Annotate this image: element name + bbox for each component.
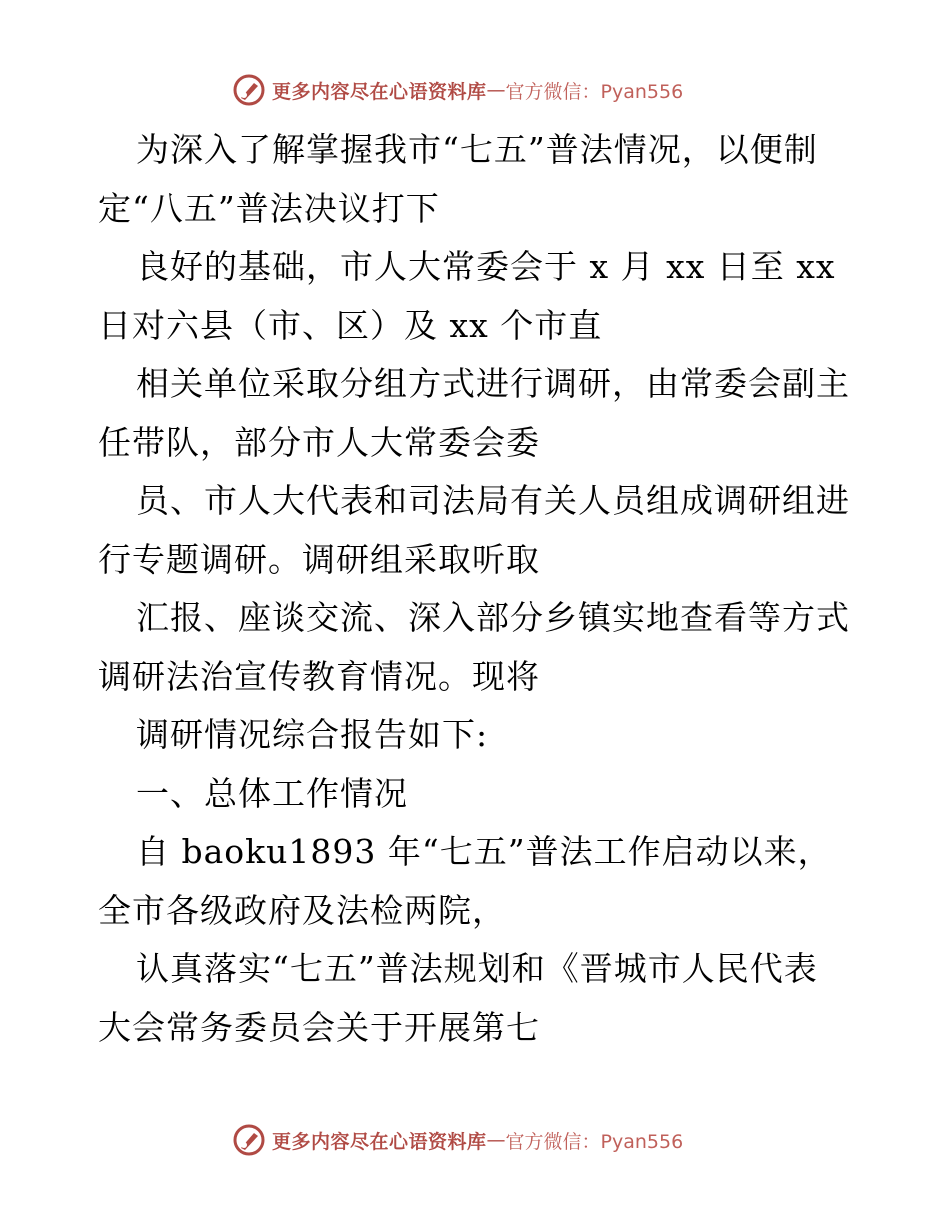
watermark-wechat: 官方微信：Pyan556 (505, 1130, 684, 1153)
watermark-separator: — (486, 79, 506, 101)
paragraph-line: 调研情况综合报告如下: (136, 715, 489, 754)
paragraph-line: 认真落实“七五”普法规划和《晋城市人民代表 (136, 949, 818, 988)
watermark-separator: — (486, 1129, 506, 1151)
paragraph-line: 任带队，部分市人大常委会委 (98, 422, 540, 462)
paragraph-line: 良好的基础，市人大常委会于 x 月 xx 日至 xx (136, 247, 836, 286)
footer-watermark (232, 1120, 683, 1160)
section-heading: 一、总体工作情况 (136, 773, 408, 813)
paragraph-line: 行专题调研。调研组采取听取 (98, 539, 540, 579)
paragraph-line: 汇报、座谈交流、深入部分乡镇实地查看等方式 (136, 598, 850, 637)
pen-circle-logo-icon (232, 1123, 266, 1157)
watermark-text: 更多内容尽在心语资料库 (272, 1130, 487, 1153)
paragraph-line: 调研法治宣传教育情况。现将 (98, 656, 540, 696)
paragraph-line: 为深入了解掌握我市“七五”普法情况，以便制 (136, 130, 818, 169)
paragraph-line: 全市各级政府及法检两院， (98, 890, 506, 930)
paragraph-line: 自 baoku1893 年“七五”普法工作启动以来， (136, 832, 832, 871)
paragraph-line: 大会常务委员会关于开展第七 (98, 1007, 540, 1047)
watermark-wechat: 官方微信：Pyan556 (505, 80, 684, 103)
paragraph-line: 员、市人大代表和司法局有关人员组成调研组进 (136, 481, 850, 520)
document-body (98, 121, 858, 1057)
paragraph-line: 相关单位采取分组方式进行调研，由常委会副主 (136, 364, 850, 403)
header-watermark (232, 70, 683, 110)
paragraph-line: 日对六县（市、区）及 xx 个市直 (98, 305, 603, 345)
paragraph-line: 定“八五”普法决议打下 (98, 188, 440, 228)
pen-circle-logo-icon (232, 73, 266, 107)
watermark-text: 更多内容尽在心语资料库 (272, 80, 487, 103)
